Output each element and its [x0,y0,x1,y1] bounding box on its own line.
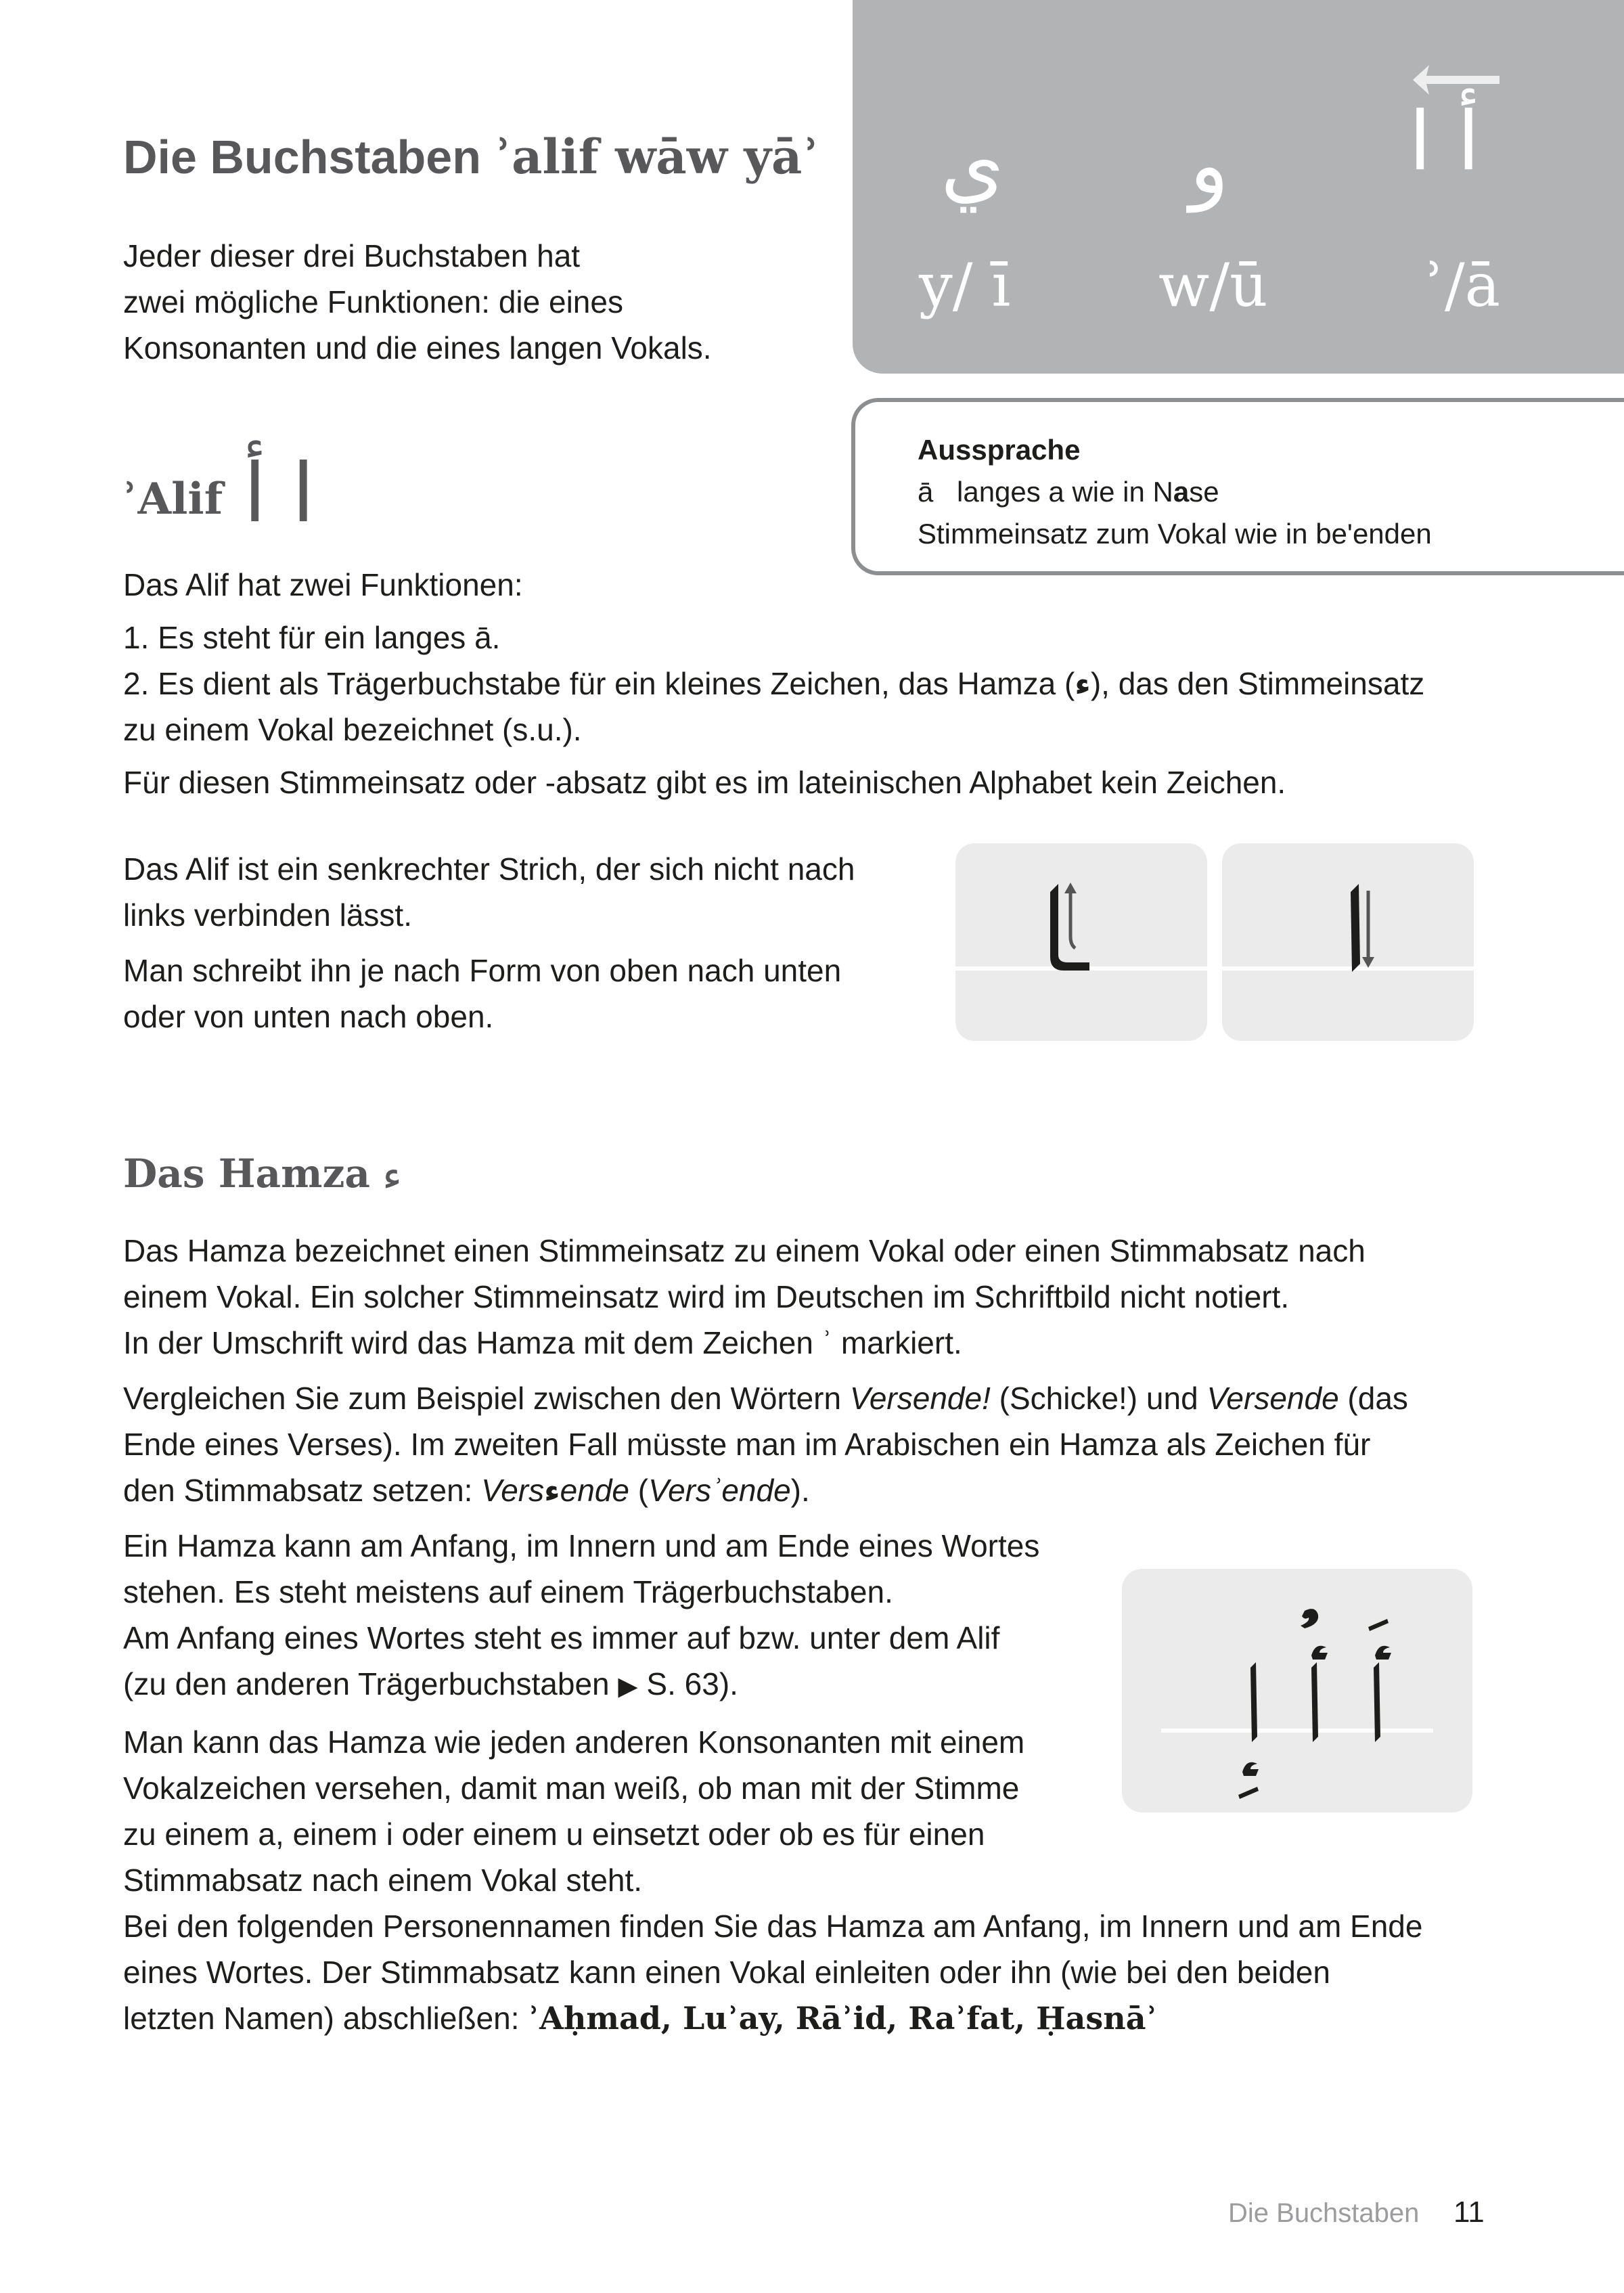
up-arrow-head [1064,883,1077,893]
text: den Stimmabsatz setzen: [123,1473,482,1508]
text: (das [1338,1381,1408,1416]
stroke-paragraph [123,846,922,1040]
hamza-line [123,1995,1504,2041]
text: ). [790,1473,810,1508]
hamza-line: In der Umschrift wird das Hamza mit dem Zeichen ʾ markiert. [123,1325,962,1360]
banner-translit-waw: w/ū [1158,250,1268,320]
hamza-line: eines Wortes. Der Stimmabsatz kann einen Vokal einleiten oder ihn (wie bei den beiden [123,1955,1330,1990]
down-arrow-head [1362,957,1374,968]
alif-paragraph [123,562,1504,805]
hamza-line: zu einem a, einem i oder einem u einsetzt oder ob es für einen [123,1817,985,1852]
page-title [123,129,819,185]
banner-letter-waw: و [1190,118,1229,213]
text: ), das den Stimmeinsatz [1090,666,1425,701]
banner-translit-alif: ʾ/ā [1426,250,1501,320]
title-prefix: Die Buchstaben [123,131,495,183]
hamza-line [123,1375,1504,1421]
example-names: ʾAḥmad, Luʾay, Rāʾid, Raʾfat, Ḥasnāʾ [528,2000,1158,2036]
alif-hamza-fatha [1368,1619,1391,1742]
hamza-line: Vokalzeichen versehen, damit man weiß, ob man mit der Stimme [123,1771,1020,1806]
example-word: Versʾende [648,1473,791,1508]
alif-isolated-stroke-diagram [1222,843,1474,1041]
intro-line: Konsonanten und die eines langen Vokals. [123,330,712,365]
hamza-line: stehen. Es steht meistens auf einem Trägerbuchstaben. [123,1574,893,1609]
hamza-line [123,1467,1504,1513]
alif-item-2 [123,661,1504,707]
hamza-line: Stimmabsatz nach einem Vokal steht. [123,1863,643,1898]
hamza-line [123,1661,1098,1710]
title-translit: ʾalif wāw yāʾ [494,129,820,185]
page-number: 11 [1453,2196,1485,2229]
pronunciation-heading: Aussprache [918,434,1081,466]
pronunciation-text: langes a wie in N [957,476,1173,508]
alif-isolated-glyph [1351,884,1360,972]
triangle-right-icon: ▶ [618,1672,638,1701]
intro-line: Jeder dieser drei Buchstaben hat [123,238,581,273]
example-word: Versende [1206,1381,1339,1416]
hamza-line: Das Hamza bezeichnet einen Stimmeinsatz zu einem Vokal oder einen Stimmabsatz nach [123,1233,1366,1268]
pronunciation-row [918,471,1432,513]
alif-hamza-damma [1301,1609,1328,1742]
hamza-glyph: ء [544,1472,560,1509]
example-word: Vers [481,1473,545,1508]
example-word: Versende! [849,1381,991,1416]
intro-paragraph [123,233,813,371]
page-reference-link[interactable]: S. 63). [637,1666,738,1701]
pronunciation-symbol: ā [918,476,934,508]
alif-item-1: 1. Es steht für ein langes ā. [123,620,501,655]
hamza-glyph: ء [1075,665,1091,702]
hamza-line: Man kann das Hamza wie jeden anderen Konsonanten mit einem [123,1724,1025,1760]
arrow-left-icon [1413,65,1499,95]
intro-line: zwei mögliche Funktionen: die eines [123,284,623,319]
hamza-forms-diagram [1122,1569,1472,1812]
alif-heading-arabic: ا أ [244,447,315,541]
stroke-card-isolated-alif [1222,843,1474,1041]
footer-section-title: Die Buchstaben [1228,2198,1420,2228]
text: ( [629,1473,649,1508]
stroke-card-final-alif [955,843,1207,1041]
hamza-line: Am Anfang eines Wortes steht es immer auf bzw. unter dem Alif [123,1620,1000,1655]
text: 2. Es dient als Trägerbuchstabe für ein kleines Zeichen, das Hamza ( [123,666,1075,701]
alif-item-2-cont: zu einem Vokal bezeichnet (s.u.). [123,712,582,747]
pronunciation-box [851,398,1624,575]
pronunciation-text: se [1189,476,1219,508]
stroke-line: Das Alif ist ein senkrechter Strich, der sich nicht nach [123,851,855,887]
hamza-forms-card [1122,1569,1472,1812]
pronunciation-highlight: a [1173,476,1190,508]
alif-final-stroke-diagram [955,843,1207,1041]
alif-intro: Das Alif hat zwei Funktionen: [123,567,523,602]
alif-heading: ʾAlif [122,474,223,525]
direction-line: oder von unten nach oben. [123,999,494,1034]
banner-letter-ya: ي [941,118,1004,213]
text: Vergleichen Sie zum Beispiel zwischen den Wörtern [123,1381,850,1416]
banner-letter-alif: أ ا [1409,95,1480,189]
hamza-heading: Das Hamza [123,1151,370,1197]
alif-hamza-kasra [1238,1662,1259,1799]
text: letzten Namen) abschließen: [123,2001,528,2036]
stroke-line: links verbinden lässt. [123,897,412,933]
pronunciation-row-glottal: Stimmeinsatz zum Vokal wie in be'enden [918,518,1432,550]
hamza-line: Ende eines Verses). Im zweiten Fall müsste man im Arabischen ein Hamza als Zeichen für [123,1427,1371,1462]
alif-note: Für diesen Stimmeinsatz oder -absatz gibt es im lateinischen Alphabet kein Zeichen. [123,765,1286,800]
hamza-line: Bei den folgenden Personennamen finden Sie das Hamza am Anfang, im Innern und am Ende [123,1909,1423,1944]
hamza-line: Ein Hamza kann am Anfang, im Innern und am Ende eines Wortes [123,1528,1040,1563]
direction-line: Man schreibt ihn je nach Form von oben nach unten [123,953,842,988]
hamza-heading-arabic: ء [382,1151,403,1200]
example-word: ende [560,1473,630,1508]
text: (zu den anderen Trägerbuchstaben [123,1666,618,1701]
up-arrow-shaft [1070,891,1075,948]
hamza-line: einem Vokal. Ein solcher Stimmeinsatz wird im Deutschen im Schriftbild nicht notiert. [123,1279,1290,1314]
banner-translit-ya: y/ ī [919,250,1011,320]
text: (Schicke!) und [990,1381,1207,1416]
